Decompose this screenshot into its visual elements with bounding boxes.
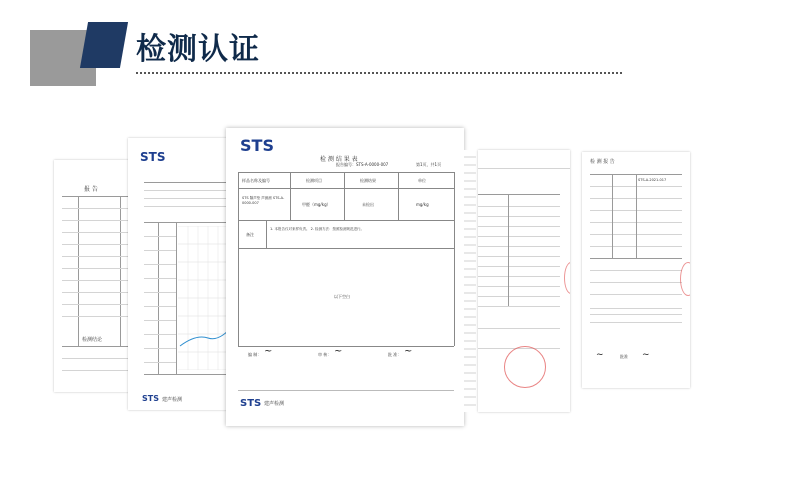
col-header-sample: 样品名称及编号 (242, 178, 270, 183)
far-right-sig-2: ~ (642, 350, 650, 360)
test-result: 未检出 (362, 202, 374, 207)
far-right-report-no: STS-A-2021-017 (638, 178, 667, 182)
sts-logo: STS (240, 136, 274, 155)
far-left-doc-section: 检测结论 (82, 337, 103, 343)
far-right-sig-label: 批准 (620, 354, 628, 359)
sts-logo-footer: STS (240, 398, 262, 409)
sig-reviewer: ~ (334, 346, 343, 357)
remarks-text: 1. 本报告仅对来样负责。 2. 检测方法：按照检测规范进行。 (270, 227, 365, 231)
page-title: 检测认证 (136, 32, 260, 67)
page-number: 第1页，共1页 (416, 162, 442, 167)
header-navy-block (80, 22, 128, 68)
sig-approver: ~ (404, 346, 413, 357)
blank-note: 以下空白 (334, 294, 350, 299)
sig-approver-label: 批 准： (388, 352, 402, 357)
binder-strip (464, 150, 476, 412)
sig-editor-label: 编 制： (248, 352, 262, 357)
report-sheet-main (226, 128, 464, 426)
col-header-unit: 单位 (418, 178, 426, 183)
title-dotted-divider (136, 72, 622, 74)
red-stamp (504, 346, 546, 388)
lab-name-footer: 建声检测 (162, 397, 183, 403)
far-right-stamp (680, 262, 690, 296)
stamp-edge-mark (564, 262, 570, 294)
col-header-result: 检测结果 (360, 178, 376, 183)
report-sheet-far-right (582, 152, 690, 388)
sample-name: STS 隔声垫 声测测 STS-A-0000-007 (242, 196, 285, 205)
sig-editor: ~ (264, 346, 273, 357)
test-unit: mg/kg (416, 202, 429, 207)
report-sheet-left (128, 138, 240, 410)
sig-reviewer-label: 审 核： (318, 352, 332, 357)
far-left-doc-title: 报 告 (84, 186, 98, 193)
sts-logo: STS (140, 150, 166, 164)
col-header-item: 检测项目 (306, 178, 322, 183)
far-right-doc-title: 检 测 报 告 (590, 159, 615, 165)
far-right-sig-1: ~ (596, 350, 604, 360)
test-item: 甲醛（mg/kg） (302, 202, 331, 207)
report-number: 报告编号：STS-A-0000-007 (336, 162, 389, 167)
remarks-label: 备注 (246, 232, 254, 237)
sts-logo-footer: STS (142, 394, 159, 403)
lab-name-footer: 建声检测 (264, 401, 285, 407)
report-sheet-right-middle (478, 150, 570, 412)
result-table-title: 检 测 结 果 表 (320, 156, 358, 163)
